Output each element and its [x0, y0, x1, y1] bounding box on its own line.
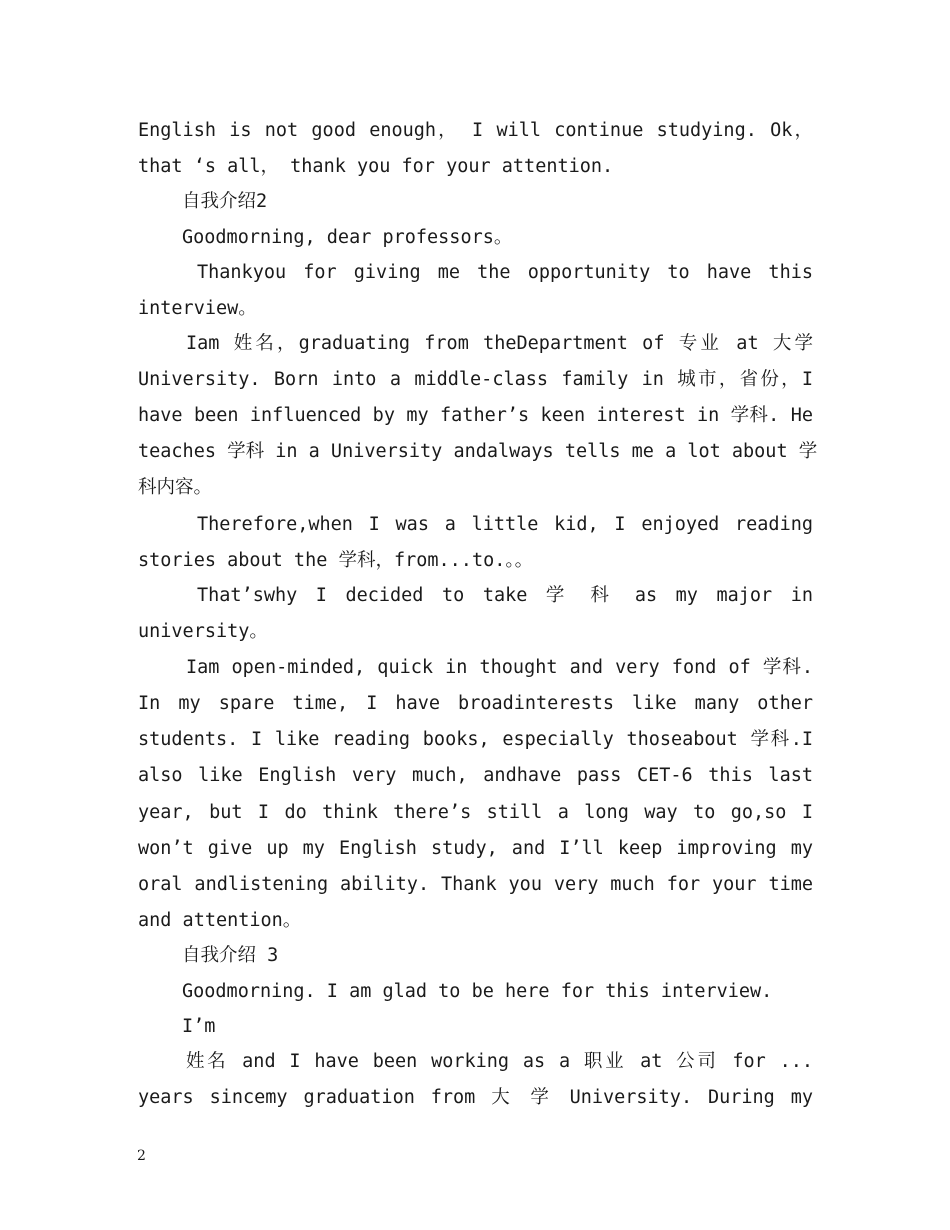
text-line: That’swhy I decided to take 学 科 as my major in	[197, 585, 813, 606]
text-line: I’m	[182, 1016, 216, 1037]
text-line: Iam open-minded, quick in thought and very fond of 学科.	[186, 657, 813, 678]
text-line: 科内容。	[138, 477, 213, 498]
text-line: English is not good enough， I will continue studying. Ok，	[138, 120, 813, 141]
section-heading: 自我介绍 3	[182, 945, 279, 966]
section-heading: 自我介绍2	[182, 191, 268, 212]
text-line: years sincemy graduation from 大 学 University. During my	[138, 1087, 813, 1108]
text-line: university。	[138, 621, 268, 642]
text-line: In my spare time, I have broadinterests like many other	[138, 693, 813, 714]
text-line: oral andlistening ability. Thank you very much for your time	[138, 874, 813, 895]
text-line: and attention。	[138, 910, 302, 931]
text-line: Therefore,when I was a little kid, I enjoyed reading	[197, 514, 813, 535]
text-line: that ‘s all， thank you for your attention.	[138, 156, 614, 177]
text-line: University. Born into a middle-class family in 城市，省份，I	[138, 369, 813, 390]
text-line: Iam 姓名，graduating from theDepartment of 专业 at 大学	[186, 333, 813, 354]
page-number: 2	[137, 1148, 146, 1164]
text-line: won’t give up my English study, and I’ll keep improving my	[138, 838, 813, 859]
text-line: 姓名 and I have been working as a 职业 at 公司 for ...	[186, 1051, 813, 1072]
text-line: students. I like reading books, especially thoseabout 学科.I	[138, 729, 813, 750]
text-line: Goodmorning. I am glad to be here for this interview.	[182, 981, 773, 1002]
text-line: have been influenced by my father’s keen interest in 学科. He	[138, 405, 813, 426]
text-line: also like English very much, andhave pass CET-6 this last	[138, 765, 813, 786]
text-line: Thankyou for giving me the opportunity to have this	[197, 262, 813, 283]
text-line: stories about the 学科，from...to.。。	[138, 550, 534, 571]
text-line: teaches 学科 in a University andalways tells me a lot about 学	[138, 441, 818, 462]
text-line: year, but I do think there’s still a long way to go,so I	[138, 802, 813, 823]
text-line: interview。	[138, 298, 257, 319]
text-line: Goodmorning, dear professors。	[182, 227, 513, 248]
